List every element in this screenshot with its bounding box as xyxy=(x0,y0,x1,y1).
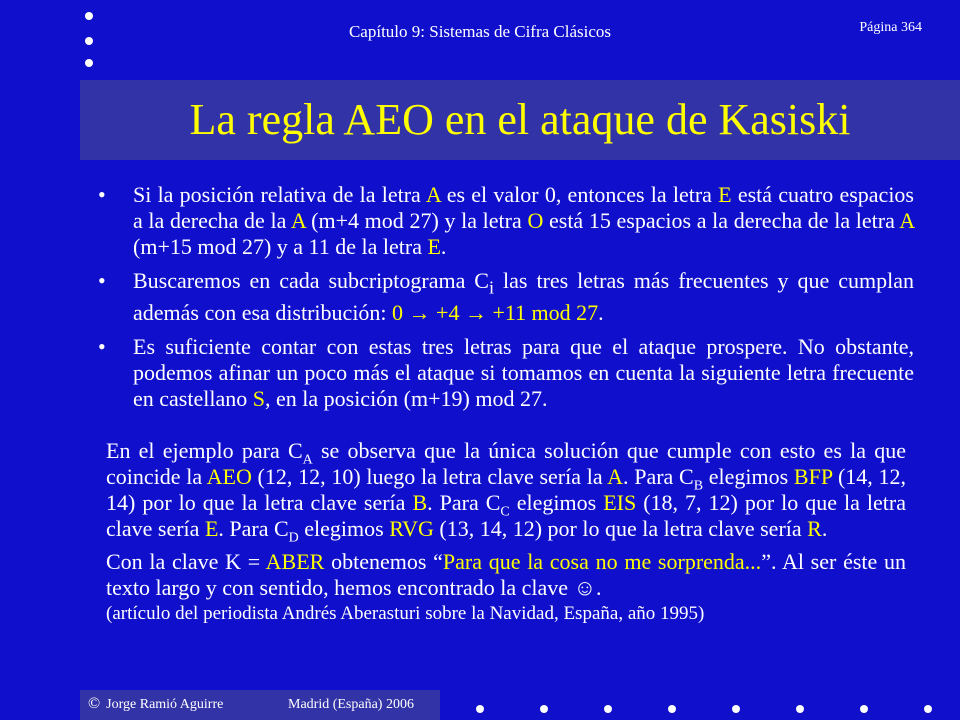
text: ”. Al ser éste un texto largo y con sentido, hemos encontrado la clave xyxy=(106,549,906,600)
text: . Para C xyxy=(623,464,694,489)
text: (m+15 mod 27) y a 11 de la letra xyxy=(133,234,428,259)
highlight: EIS xyxy=(603,490,637,515)
source-note: (artículo del periodista Andrés Aberasturi sobre la Navidad, España, año 1995) xyxy=(106,603,705,624)
example-block xyxy=(106,438,906,627)
copyright-icon: © xyxy=(88,695,101,712)
conclusion-paragraph xyxy=(106,549,906,601)
highlight: S xyxy=(252,386,265,412)
decor-dot xyxy=(85,12,93,20)
text: . Para C xyxy=(427,490,501,515)
highlight: A xyxy=(290,208,306,233)
subscript: D xyxy=(288,530,299,546)
text: (18, 7, 12) por lo que la letra clave sería xyxy=(106,490,907,541)
bullet-item xyxy=(96,182,914,260)
text: (14, 12, 14) por lo que la letra clave sería xyxy=(106,464,907,515)
decor-dot xyxy=(860,705,868,713)
bullet-item xyxy=(96,268,914,326)
text: es el valor 0, entonces la letra xyxy=(440,182,719,207)
text: elegimos xyxy=(703,464,794,489)
highlight: E xyxy=(718,182,732,207)
footer-author xyxy=(88,695,223,713)
decor-dot xyxy=(924,705,932,713)
decor-dot xyxy=(540,705,548,713)
decor-dot xyxy=(732,705,740,713)
chapter-header: Capítulo 9: Sistemas de Cifra Clásicos xyxy=(348,22,612,41)
highlight: BFP xyxy=(793,464,833,489)
highlight: O xyxy=(527,208,544,233)
slide-title: La regla AEO en el ataque de Kasiski xyxy=(189,95,851,144)
text: Con la clave K = xyxy=(106,549,266,574)
text: . xyxy=(440,234,447,259)
highlight: R xyxy=(807,516,822,541)
text: obtenemos “ xyxy=(324,549,443,574)
highlight: RVG xyxy=(389,516,434,541)
text: Si la posición relativa de la letra xyxy=(133,182,426,207)
text: las tres letras más frecuentes y que cumplan además con esa distribución: xyxy=(133,268,915,326)
highlight: 0 → +4 → +11 mod 27 xyxy=(392,300,599,326)
text: . xyxy=(596,575,602,600)
highlight: A xyxy=(425,182,441,207)
text: , en la posición (m+19) mod 27. xyxy=(264,386,548,412)
decor-dot xyxy=(796,705,804,713)
decor-dot xyxy=(476,705,484,713)
smiley-icon: ☺ xyxy=(573,575,597,600)
bullet-item xyxy=(96,334,914,412)
highlight: A xyxy=(607,464,623,489)
quoted-plaintext: Para que la cosa no me sorprenda... xyxy=(442,549,762,574)
highlight: E xyxy=(427,234,441,259)
text: elegimos xyxy=(298,516,390,541)
text: (m+4 mod 27) y la letra xyxy=(305,208,528,233)
page-number: Página 364 xyxy=(859,20,922,35)
decor-dot xyxy=(604,705,612,713)
text: elegimos xyxy=(509,490,604,515)
text: En el ejemplo para C xyxy=(106,438,303,463)
text: (13, 14, 12) por lo que la letra clave sería xyxy=(433,516,808,541)
text: está 15 espacios a la derecha de la letra xyxy=(543,208,900,233)
highlight: E xyxy=(204,516,219,541)
subscript: i xyxy=(488,277,495,298)
decor-dot xyxy=(85,59,93,67)
text: (12, 12, 10) luego la letra clave sería la xyxy=(251,464,608,489)
highlight: B xyxy=(412,490,428,515)
text: Es suficiente contar con estas tres letras para que el ataque prospere. No obstante, podemos afinar un poco más el ataque si tomamos en cuenta la siguiente letra frecuente en castellano xyxy=(133,334,914,412)
decor-dot xyxy=(668,705,676,713)
text: Buscaremos en cada subcriptograma C xyxy=(133,268,489,293)
bullet-list xyxy=(96,182,914,420)
highlight: AEO xyxy=(206,464,252,489)
text: . Para C xyxy=(218,516,289,541)
highlight: A xyxy=(899,208,914,233)
highlight: ABER xyxy=(265,549,325,574)
text: está cuatro espacios a la derecha de la xyxy=(133,182,914,233)
subscript: C xyxy=(500,504,510,520)
subscript: B xyxy=(693,478,704,494)
example-paragraph xyxy=(106,438,907,546)
subscript: A xyxy=(302,452,313,468)
author-name: Jorge Ramió Aguirre xyxy=(106,697,224,712)
text: . xyxy=(821,516,828,541)
text: . xyxy=(598,300,604,326)
footer-place: Madrid (España) 2006 xyxy=(288,697,414,712)
text: se observa que la única solución que cumple con esto es la que coincide la xyxy=(106,438,906,489)
